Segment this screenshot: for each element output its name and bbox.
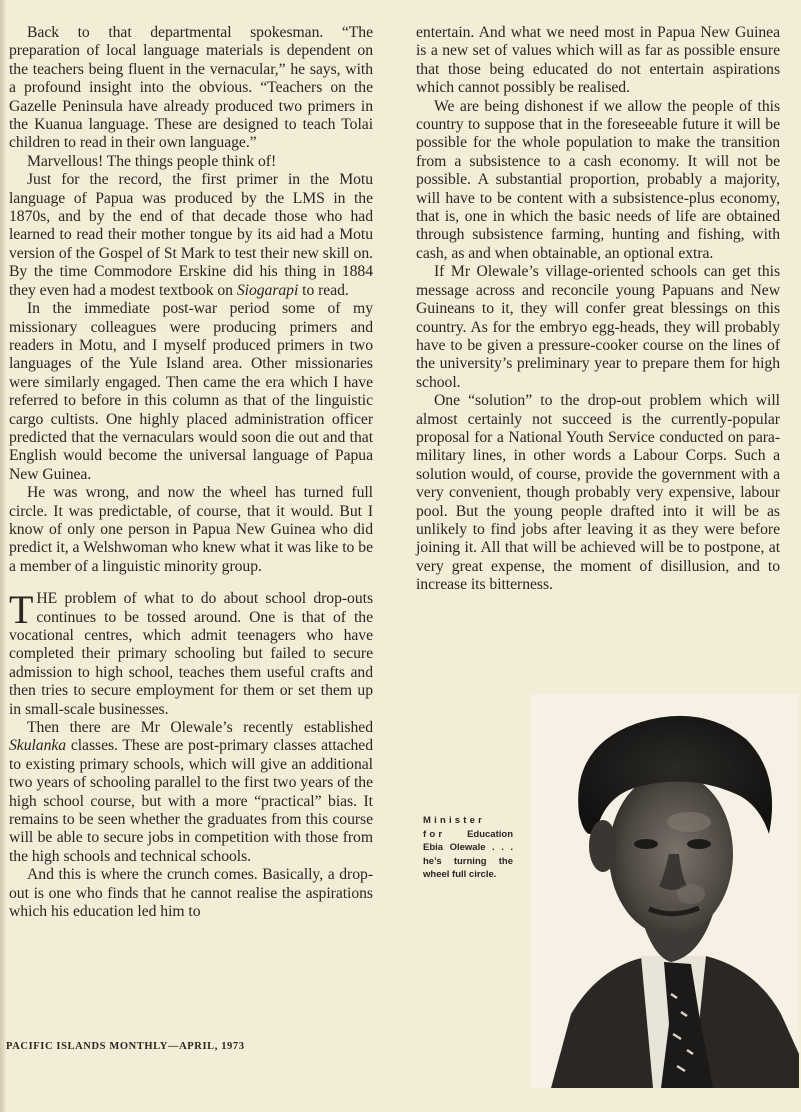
portrait-illustration [531, 694, 799, 1088]
paragraph [9, 171, 373, 300]
caption-lead: Minister for [423, 815, 486, 840]
page-footer: PACIFIC ISLANDS MONTHLY—APRIL, 1973 [6, 1041, 245, 1052]
italic-title: Siogarapi [236, 281, 299, 299]
section-opening-paragraph [9, 587, 373, 719]
paragraph: If Mr Olewale’s village-oriented schools can get this message across and reconcile young Papuans and New Guineans to it, they will confer great blessings on this country. As for the embryo egg-heads, they will probably have to be given a pressure-cooker course on the lines of the university’s preliminary year to prepare them for high school. [416, 263, 780, 391]
paragraph: Back to that departmental spokesman. “The preparation of local language materials is dependent on the teachers being fluent in the vernacular,” he says, with a profound insight into the obvious. “Teachers on the Gazelle Peninsula have already produced two primers in the Kuanua language. These are designed to teach Tolai children to read in their own language.” [9, 24, 373, 152]
paragraph-text: Just for the record, the first primer in the Motu language of Papua was produced by the LMS in the 1870s, and by the end of that decade those who had learned to read their mother tongue by its aid had a Motu version of the Gospel of St Mark to test their new skill on. By the time Commodore Erskine did his thing in 1884 they even had a modest textbook on [9, 171, 373, 299]
right-text-column [416, 24, 780, 595]
italic-term: Skulanka [9, 737, 67, 755]
paragraph-text: classes. These are post-primary classes attached to existing primary schools, which will give an additional two years of schooling parallel to the first two years of the high school course, but with a more “practical” bias. It remains to be seen whether the graduates from this course will be able to secure jobs in competition with those from the high schools and technical schools. [9, 737, 373, 865]
paragraph-text: Then there are Mr Olewale’s recently established [27, 719, 373, 737]
drop-cap: T [9, 587, 34, 633]
paragraph-text: HE problem of what to do about school drop-outs continues to be tossed around. One is that of the vocational centres, which admit teenagers who have completed their primary schooling but failed to secure admission to high school, teaches them useful crafts and then tries to secure employment for them or set them up in small-scale businesses. [9, 590, 373, 718]
photo-caption [423, 814, 513, 882]
caption-text: Education Ebia Olewale . . . he’s turning the wheel full circle. [423, 828, 513, 881]
paragraph: entertain. And what we need most in Papua New Guinea is a new set of values which will as far as possible ensure that those being educated do not entertain aspirations which cannot possibly be realised. [416, 24, 780, 97]
paragraph: And this is where the crunch comes. Basically, a drop-out is one who finds that he cannot realise the aspirations which his education led him to [9, 866, 373, 921]
left-text-column [9, 24, 373, 922]
portrait-photo [531, 694, 799, 1088]
paragraph: In the immediate post-war period some of my missionary colleagues were producing primers and readers in Motu, and I myself produced primers in two languages of the Yule Island area. Other missionaries were similarly engaged. Then came the era which I have referred to before in this column as that of the linguistic cargo cultists. One highly placed administration officer predicted that the vernaculars would soon die out and that English would become the universal language of Papua New Guinea. [9, 300, 373, 483]
paragraph-text: to read. [298, 281, 349, 299]
paragraph: He was wrong, and now the wheel has turned full circle. It was predictable, of course, that it would. But I know of only one person in Papua New Guinea who did predict it, a Welshwoman who knew what it was like to be a member of a linguistic minority group. [9, 484, 373, 575]
paragraph: We are being dishonest if we allow the people of this country to suppose that in the foreseeable future it will be possible for the whole population to make the transition from a subsistence to a cash economy. It will not be possible. A substantial proportion, probably a majority, will have to be content with a subsistence-plus economy, that is, one in which the basic needs of life are obtained through subsistence farming, hunting and fishing, with cash, as and when obtainable, an optional extra. [416, 97, 780, 262]
paragraph [9, 719, 373, 866]
page-spine-shadow [0, 0, 6, 1112]
paragraph: Marvellous! The things people think of! [27, 152, 277, 170]
paragraph: One “solution” to the drop-out problem which will almost certainly not succeed is the currently-popular proposal for a National Youth Service conducted on para-military lines, in other words a Labour Corps. Such a solution would, of course, provide the government with a very convenient, though probably very expensive, labour pool. But the young people drafted into it will be as unlikely to find jobs after leaving it as they were before joining it. All that will be achieved will be to postpone, at very great expense, the moment of disillusion, and to increase its bitterness. [416, 392, 780, 594]
